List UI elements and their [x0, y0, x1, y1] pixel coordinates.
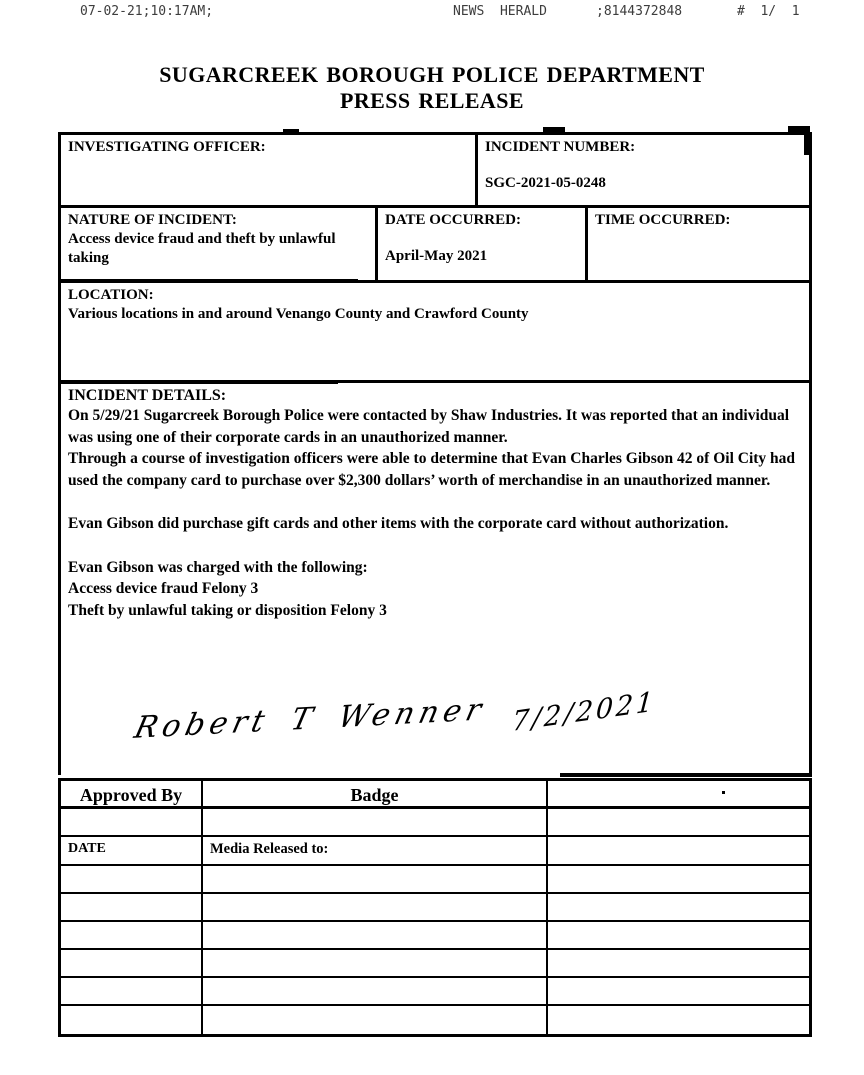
incident-table: [58, 132, 812, 775]
signature-handwriting: Robert T Wenner: [131, 692, 490, 746]
scan-artifact: [283, 129, 299, 133]
signature-date-handwriting: 7/2/2021: [511, 686, 658, 738]
fax-transmission-header: [0, 4, 864, 24]
incident-details-paragraph: Through a course of investigation officers were able to determine that Evan Charles Gibson 42 of Oil City had used the company card to purchase over $2,300 dollars’ worth of merchandise in an unauthorized manner.: [68, 450, 796, 489]
empty-cell: [203, 978, 548, 1004]
table-row: [61, 283, 809, 383]
empty-cell: [61, 922, 203, 948]
table-row: [61, 1006, 809, 1034]
date-occurred-cell: [378, 208, 588, 280]
table-row: [61, 894, 809, 922]
incident-details-paragraph: Evan Gibson was charged with the following:: [68, 558, 368, 576]
scan-artifact: [543, 127, 565, 134]
incident-details-paragraph: Access device fraud Felony 3: [68, 580, 259, 597]
table-row: [61, 809, 809, 837]
scan-artifact: [58, 279, 358, 283]
table-row: [61, 922, 809, 950]
table-row: [61, 978, 809, 1006]
empty-cell: [548, 1006, 809, 1034]
incident-details-label: INCIDENT DETAILS:: [68, 387, 227, 404]
empty-cell: [61, 1006, 203, 1034]
empty-cell: [203, 922, 548, 948]
table-row: [61, 208, 809, 283]
table-row: [61, 950, 809, 978]
empty-cell: [548, 781, 809, 806]
fax-number: ;8144372848: [596, 4, 683, 19]
scan-artifact: [788, 126, 810, 134]
empty-cell: [61, 866, 203, 892]
document-title-line1: SUGARCREEK BOROUGH POLICE DEPARTMENT: [159, 62, 705, 87]
media-released-label: Media Released to:: [203, 837, 548, 864]
empty-cell: [203, 894, 548, 920]
empty-cell: [61, 809, 203, 835]
fax-timestamp: 07-02-21;10:17AM;: [80, 4, 214, 19]
scan-artifact: [58, 380, 338, 384]
date-occurred-value: April-May 2021: [385, 248, 488, 264]
time-occurred-label: TIME OCCURRED:: [595, 212, 731, 228]
empty-cell: [548, 809, 809, 835]
empty-cell: [548, 922, 809, 948]
signature-block: [123, 686, 723, 767]
empty-cell: [548, 950, 809, 976]
nature-of-incident-value: Access device fraud and theft by unlawful taking: [68, 231, 336, 266]
table-row: [61, 837, 809, 866]
empty-cell: [548, 978, 809, 1004]
document-title: [0, 62, 864, 114]
location-value: Various locations in and around Venango County and Crawford County: [68, 306, 529, 322]
incident-number-value: SGC-2021-05-0248: [485, 175, 606, 191]
incident-number-label: INCIDENT NUMBER:: [485, 139, 636, 155]
empty-cell: [61, 978, 203, 1004]
incident-details-paragraph: On 5/29/21 Sugarcreek Borough Police were contacted by Shaw Industries. It was reported that an individual was using one of their corporate cards in an unauthorized manner.: [68, 407, 790, 446]
empty-cell: [61, 894, 203, 920]
empty-cell: [203, 1006, 548, 1034]
scan-artifact: [560, 773, 812, 777]
incident-details-paragraph: Evan Gibson did purchase gift cards and other items with the corporate card without authorization.: [68, 515, 729, 532]
incident-details-cell: [61, 383, 809, 775]
incident-details-paragraph: Theft by unlawful taking or disposition Felony 3: [68, 601, 387, 619]
date-label: DATE: [61, 837, 203, 864]
table-row: [61, 866, 809, 894]
approval-table: [58, 778, 812, 1037]
table-row: [61, 135, 809, 208]
empty-cell: [203, 866, 548, 892]
empty-cell: [548, 894, 809, 920]
fax-page-indicator: # 1/ 1: [737, 4, 800, 19]
document-title-line2: PRESS RELEASE: [340, 88, 524, 113]
table-row: [61, 781, 809, 809]
empty-cell: [203, 809, 548, 835]
location-label: LOCATION:: [68, 287, 154, 303]
incident-number-cell: [478, 135, 809, 205]
location-cell: [61, 283, 809, 380]
investigating-officer-cell: [61, 135, 478, 205]
nature-of-incident-cell: [61, 208, 378, 280]
scan-artifact: [804, 135, 811, 155]
fax-sender-name: NEWS HERALD: [453, 4, 547, 19]
empty-cell: [61, 950, 203, 976]
nature-of-incident-label: NATURE OF INCIDENT:: [68, 212, 237, 228]
time-occurred-cell: [588, 208, 809, 280]
badge-label: Badge: [203, 781, 548, 806]
empty-cell: [548, 866, 809, 892]
empty-cell: [548, 837, 809, 864]
approved-by-label: Approved By: [61, 781, 203, 806]
scan-artifact: [722, 791, 725, 794]
investigating-officer-label: INVESTIGATING OFFICER:: [68, 139, 266, 155]
empty-cell: [203, 950, 548, 976]
date-occurred-label: DATE OCCURRED:: [385, 212, 521, 228]
table-row: [61, 383, 809, 775]
